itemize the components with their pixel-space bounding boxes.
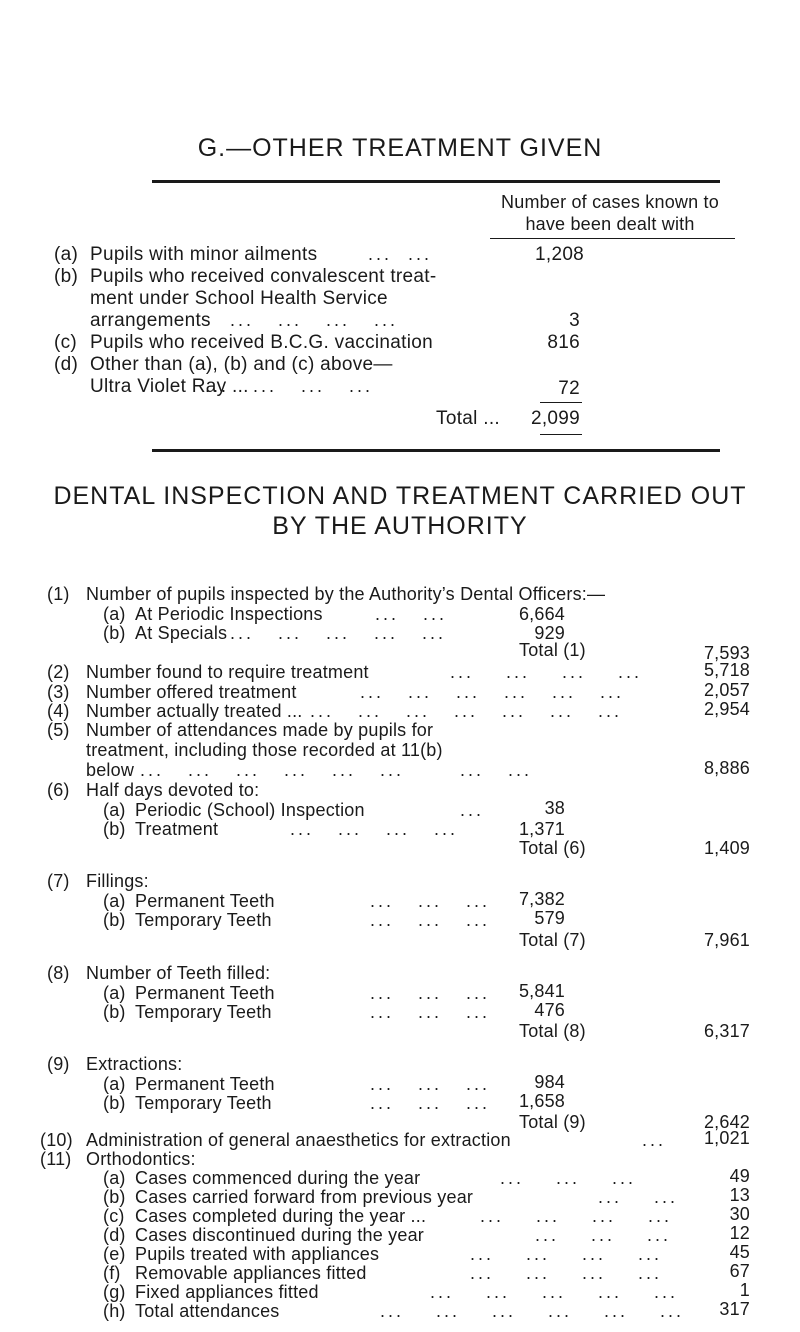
sub-label: Cases discontinued during the year — [135, 1225, 424, 1245]
row-value: 72 — [558, 378, 580, 399]
total-rule-bottom — [540, 434, 582, 435]
sub-key: (a) — [103, 983, 126, 1003]
sub-key: (e) — [103, 1244, 126, 1264]
sub-key: (c) — [103, 1206, 125, 1226]
sub-label: Permanent Teeth — [135, 983, 275, 1003]
total-label: Total (7) — [519, 930, 586, 950]
total-value: 2,642 — [703, 1112, 750, 1132]
item-key: (5) — [47, 720, 70, 740]
sub-value: 38 — [544, 798, 565, 818]
item-label: Number found to require treatment — [86, 662, 369, 682]
item-label: treatment, including those recorded at 11(b) — [86, 740, 443, 760]
dental-title-line-1: DENTAL INSPECTION AND TREATMENT CARRIED OUT — [53, 482, 747, 510]
item-label: Number actually treated ... — [86, 701, 303, 721]
item-label: Number of attendances made by pupils for — [86, 720, 434, 740]
sub-value: 929 — [534, 623, 565, 643]
leader-dots: ... ... ... — [370, 1093, 491, 1113]
leader-dots: ... ... ... — [370, 891, 491, 911]
sub-value: 476 — [534, 1000, 565, 1020]
sub-label: Pupils treated with appliances — [135, 1244, 380, 1264]
leader-dots: ... ... ... ... — [480, 1206, 673, 1226]
sub-key: (b) — [103, 1093, 126, 1113]
section-g-title: G.—OTHER TREATMENT GIVEN — [197, 134, 603, 162]
sub-value: 1,658 — [518, 1091, 565, 1111]
sub-label: Removable appliances fitted — [135, 1263, 367, 1283]
item-label: below — [86, 760, 135, 780]
row-value: 3 — [569, 310, 580, 331]
total-rule-top — [540, 402, 582, 403]
total-value: 7,593 — [703, 643, 750, 663]
sub-key: (b) — [103, 819, 126, 839]
sub-key: (a) — [103, 891, 126, 911]
sub-label: Periodic (School) Inspection — [135, 800, 365, 820]
row-key: (c) — [54, 332, 78, 353]
total-label: Total (6) — [519, 838, 586, 858]
total-label: Total (1) — [519, 640, 586, 660]
leader-dots: ... ... ... ... — [450, 662, 643, 682]
item-value: 2,954 — [703, 699, 750, 719]
dental-title-line-2: BY THE AUTHORITY — [272, 512, 528, 540]
item-value: 1,021 — [703, 1128, 750, 1148]
sub-value: 579 — [534, 908, 565, 928]
sub-value: 6,664 — [518, 604, 565, 624]
sub-key: (b) — [103, 623, 126, 643]
item-key: (2) — [47, 662, 70, 682]
sub-value: 13 — [729, 1185, 750, 1205]
leader-dots: ... ... ... ... ... ... — [360, 682, 625, 702]
leader-dots: ... ... ... — [370, 983, 491, 1003]
leader-dots: ... ... ... — [370, 1002, 491, 1022]
item-key: (11) — [40, 1149, 72, 1169]
sub-value: 1,371 — [518, 819, 565, 839]
leader-dots: ... ... — [368, 244, 433, 264]
leader-dots: ... ... — [375, 604, 448, 624]
sub-label: Cases completed during the year ... — [135, 1206, 427, 1226]
item-key: (3) — [47, 682, 70, 702]
row-label: Pupils who received convalescent treat- — [90, 266, 437, 287]
sub-value: 12 — [729, 1223, 750, 1243]
item-value: 5,718 — [703, 660, 750, 680]
sub-value: 5,841 — [518, 981, 565, 1001]
leader-dots: ... ... ... ... — [470, 1263, 663, 1283]
row-label: Other than (a), (b) and (c) above— — [90, 354, 393, 375]
sub-value: 67 — [729, 1261, 750, 1281]
total-value: 2,099 — [530, 408, 580, 429]
row-label: Ultra Violet Ray ... — [90, 376, 249, 397]
item-label: Half days devoted to: — [86, 780, 260, 800]
item-key: (7) — [47, 871, 70, 891]
sub-value: 30 — [729, 1204, 750, 1224]
sub-label: Total attendances — [135, 1301, 280, 1321]
sub-label: Treatment — [135, 819, 219, 839]
row-value: 1,208 — [535, 244, 585, 265]
column-header-line-2: have been dealt with — [525, 214, 695, 234]
row-key: (d) — [54, 354, 79, 375]
sub-label: Permanent Teeth — [135, 891, 275, 911]
item-label: Orthodontics: — [86, 1149, 196, 1169]
leader-dots: ... ... ... ... — [290, 819, 459, 839]
row-key: (b) — [54, 266, 79, 287]
sub-key: (a) — [103, 1074, 126, 1094]
item-key: (9) — [47, 1054, 70, 1074]
leader-dots: ... — [460, 800, 485, 820]
row-key: (a) — [54, 244, 79, 265]
item-value: 2,057 — [703, 680, 750, 700]
item-key: (4) — [47, 701, 70, 721]
total-value: 1,409 — [703, 838, 750, 858]
row-label: Pupils who received B.C.G. vaccination — [90, 332, 433, 353]
sub-label: Fixed appliances fitted — [135, 1282, 319, 1302]
sub-label: At Periodic Inspections — [135, 604, 323, 624]
item-key: (10) — [40, 1130, 73, 1150]
sub-value: 49 — [729, 1166, 750, 1186]
item-label: Extractions: — [86, 1054, 183, 1074]
leader-dots: ... ... — [598, 1187, 679, 1207]
total-label: Total ... — [436, 408, 500, 429]
leader-dots: ... ... ... — [535, 1225, 672, 1245]
sub-key: (g) — [103, 1282, 126, 1302]
row-label: ment under School Health Service — [90, 288, 388, 309]
item-key: (6) — [47, 780, 70, 800]
total-label: Total (9) — [519, 1112, 586, 1132]
sub-value: 984 — [534, 1072, 565, 1092]
leader-dots: ... ... ... ... ... — [230, 623, 447, 643]
row-label: Pupils with minor ailments — [90, 244, 318, 265]
item-label: Fillings: — [86, 871, 149, 891]
leader-dots: ... ... ... ... ... ... ... — [310, 701, 623, 721]
column-header-rule — [490, 238, 735, 239]
sub-value: 1 — [739, 1280, 750, 1300]
sub-key: (a) — [103, 1168, 126, 1188]
total-label: Total (8) — [519, 1021, 586, 1041]
leader-dots: ... ... ... ... ... ... — [380, 1301, 685, 1321]
leader-dots: ... ... ... — [370, 910, 491, 930]
total-value: 6,317 — [703, 1021, 750, 1041]
leader-dots: ... ... ... — [370, 1074, 491, 1094]
leader-dots: ... ... ... — [500, 1168, 637, 1188]
sub-key: (b) — [103, 1187, 126, 1207]
sub-key: (f) — [103, 1263, 121, 1283]
item-label: Number offered treatment — [86, 682, 297, 702]
row-value: 816 — [547, 332, 580, 353]
sub-key: (a) — [103, 604, 126, 624]
sub-label: Temporary Teeth — [135, 1002, 272, 1022]
leader-dots: ... ... ... ... — [230, 310, 399, 330]
row-label: arrangements — [90, 310, 211, 331]
item-label: Administration of general anaesthetics for extraction — [86, 1130, 511, 1150]
sub-label: At Specials — [135, 623, 228, 643]
item-key: (1) — [47, 584, 70, 604]
divider-middle — [152, 449, 720, 452]
item-label: Number of pupils inspected by the Authority’s Dental Officers:— — [86, 584, 606, 604]
sub-value: 7,382 — [518, 889, 565, 909]
item-label: Number of Teeth filled: — [86, 963, 271, 983]
leader-dots: ... ... ... ... ... ... ... ... — [140, 760, 533, 780]
sub-key: (d) — [103, 1225, 126, 1245]
sub-label: Cases carried forward from previous year — [135, 1187, 474, 1207]
sub-label: Cases commenced during the year — [135, 1168, 421, 1188]
leader-dots: ... — [642, 1130, 667, 1150]
item-value: 8,886 — [703, 758, 750, 778]
sub-key: (a) — [103, 800, 126, 820]
sub-value: 317 — [719, 1299, 750, 1319]
column-header-line-1: Number of cases known to — [501, 192, 719, 212]
leader-dots: ... ... ... ... ... — [430, 1282, 679, 1302]
sub-key: (b) — [103, 910, 126, 930]
leader-dots: ... ... ... ... — [205, 376, 374, 396]
sub-label: Temporary Teeth — [135, 1093, 272, 1113]
divider-top — [152, 180, 720, 183]
sub-label: Temporary Teeth — [135, 910, 272, 930]
sub-value: 45 — [729, 1242, 750, 1262]
sub-label: Permanent Teeth — [135, 1074, 275, 1094]
leader-dots: ... ... ... ... — [470, 1244, 663, 1264]
sub-key: (h) — [103, 1301, 126, 1321]
item-key: (8) — [47, 963, 70, 983]
total-value: 7,961 — [703, 930, 750, 950]
sub-key: (b) — [103, 1002, 126, 1022]
